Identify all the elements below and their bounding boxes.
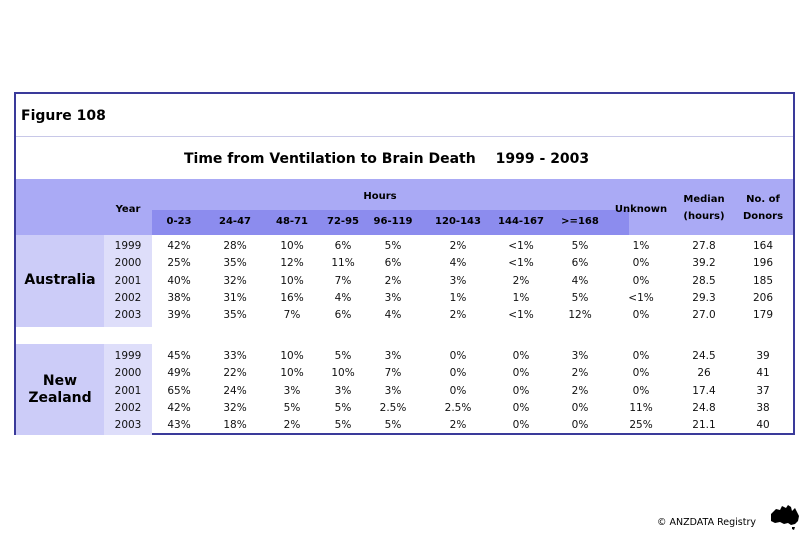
table-cell: 10% [280, 350, 304, 362]
table-cell: 6% [334, 240, 352, 252]
table-cell: 24.5 [692, 350, 716, 362]
table-cell: <1% [508, 309, 534, 322]
table-cell: 4% [334, 291, 352, 304]
table-cell: 35% [223, 309, 247, 322]
table-cell: 32% [223, 401, 247, 414]
table-cell: 5% [283, 401, 301, 414]
table-cell: 42% [167, 401, 191, 414]
table-cell: 10% [331, 367, 355, 380]
table-cell: 27.0 [692, 309, 716, 322]
country-new: New [42, 373, 78, 389]
table-cell: 5% [571, 291, 589, 304]
table-cell: 5% [384, 419, 402, 432]
copyright-text: © ANZDATA Registry [656, 517, 756, 528]
table-cell: 25% [167, 257, 191, 270]
year-cell: 2003 [114, 309, 142, 322]
table-cell: 25% [629, 419, 653, 432]
hour-bin-header: 120-143 [435, 216, 481, 227]
table-cell: 1% [449, 291, 467, 304]
table-cell: 2% [449, 240, 467, 252]
header-hours: Hours [363, 191, 397, 202]
table-cell: 6% [334, 309, 352, 322]
table-cell: 3% [449, 274, 467, 287]
header-median-unit: (hours) [683, 211, 725, 222]
table-cell: 10% [280, 274, 304, 287]
hour-bin-header: 48-71 [276, 216, 308, 227]
table-cell: 65% [167, 384, 191, 397]
table-cell: 196 [752, 257, 774, 270]
table-cell: 0% [512, 419, 530, 432]
table-cell: 3% [384, 291, 402, 304]
table-cell: 43% [167, 419, 191, 432]
table-cell: 5% [334, 401, 352, 414]
table-cell: 0% [512, 350, 530, 362]
table-cell: 18% [223, 419, 247, 432]
table-cell: 24% [223, 384, 247, 397]
table-cell: 39.2 [692, 257, 716, 270]
table-cell: 5% [334, 350, 352, 362]
table-cell: 22% [223, 367, 247, 380]
table-cell: 29.3 [692, 291, 716, 304]
table-cell: 0% [512, 384, 530, 397]
table-cell: 39% [167, 309, 191, 322]
hour-bin-header: 96-119 [373, 216, 413, 227]
table-cell: 28% [223, 240, 247, 252]
table-cell: 45% [167, 350, 191, 362]
table-cell: 7% [283, 309, 301, 322]
table-cell: 5% [334, 419, 352, 432]
year-cell: 2001 [114, 274, 142, 287]
table-cell: 2% [449, 309, 467, 322]
table-cell: 27.8 [692, 240, 716, 252]
table-cell: 17.4 [692, 384, 716, 397]
australia-map-icon [768, 502, 804, 532]
country-zealand: Zealand [28, 390, 92, 406]
table-cell: 11% [331, 257, 355, 270]
table-cell: 2% [512, 274, 530, 287]
table-title [184, 151, 589, 167]
table-cell: 11% [629, 401, 653, 414]
hour-bin-header: >=168 [561, 216, 599, 227]
table-cell: 28.5 [692, 274, 716, 287]
table-cell: 6% [384, 257, 402, 270]
table-cell: 26 [697, 367, 711, 380]
table-cell: 2% [571, 367, 589, 380]
hour-bin-header: 144-167 [498, 216, 544, 227]
hour-bin-header: 24-47 [219, 216, 251, 227]
table-cell: 49% [167, 367, 191, 380]
table-cell: 0% [632, 384, 650, 397]
table-cell: 0% [449, 350, 467, 362]
table-cell: 12% [568, 309, 592, 322]
title-period: 1999 - 2003 [495, 151, 590, 167]
table-cell: 38 [756, 401, 770, 414]
year-cell: 2003 [114, 419, 142, 432]
table-cell: 41 [756, 367, 770, 380]
table-cell: 21.1 [692, 419, 716, 432]
hour-bin-header: 0-23 [166, 216, 192, 227]
table-cell: 6% [571, 257, 589, 270]
table-cell: 32% [223, 274, 247, 287]
table-cell: 35% [223, 257, 247, 270]
figure-label: Figure 108 [21, 108, 106, 124]
header-donors-line2: Donors [742, 211, 784, 222]
table-cell: 0% [512, 401, 530, 414]
table-cell: 0% [632, 350, 650, 362]
table-cell: 31% [223, 291, 247, 304]
title-text: Time from Ventilation to Brain Death [184, 151, 476, 167]
table-cell: 0% [449, 384, 467, 397]
table-cell: 40 [756, 419, 770, 432]
table-cell: 0% [632, 367, 650, 380]
table-cell: 0% [571, 419, 589, 432]
table-cell: 7% [384, 367, 402, 380]
header-median: Median [683, 194, 725, 205]
table-cell: 24.8 [692, 401, 716, 414]
country-australia: Australia [24, 272, 96, 288]
table-cell: 4% [449, 257, 467, 270]
table-cell: 164 [752, 240, 774, 252]
table-cell: 0% [571, 401, 589, 414]
table-cell: 39 [756, 350, 770, 362]
year-cell: 2002 [114, 401, 142, 414]
table-cell: 38% [167, 291, 191, 304]
table-cell: 3% [384, 350, 402, 362]
table-cell: 5% [571, 240, 589, 252]
year-cell: 2000 [114, 367, 142, 380]
table-cell: 3% [571, 350, 589, 362]
table-cell: 2.5% [379, 401, 407, 414]
year-cell: 2002 [114, 291, 142, 304]
table-cell: 1% [512, 291, 530, 304]
table-cell: 0% [632, 274, 650, 287]
table-cell: <1% [508, 257, 534, 270]
year-cell: 1999 [114, 350, 142, 362]
header-year: Year [115, 204, 141, 215]
table-cell: 42% [167, 240, 191, 252]
table-cell: 4% [571, 274, 589, 287]
table-cell: 16% [280, 291, 304, 304]
table-cell: 0% [512, 367, 530, 380]
table-cell: 2% [571, 384, 589, 397]
table-cell: 37 [756, 384, 770, 397]
table-cell: 2% [384, 274, 402, 287]
table-cell: <1% [628, 291, 654, 304]
table-cell: 3% [334, 384, 352, 397]
hour-bin-header: 72-95 [327, 216, 359, 227]
table-cell: 0% [632, 309, 650, 322]
figure-frame [14, 92, 795, 435]
table-cell: 4% [384, 309, 402, 322]
table-cell: 3% [283, 384, 301, 397]
table-cell: 2.5% [444, 401, 472, 414]
table-cell: 206 [752, 291, 774, 304]
header-unknown: Unknown [614, 204, 668, 215]
table-cell: 7% [334, 274, 352, 287]
table-cell: 3% [384, 384, 402, 397]
year-cell: 2001 [114, 384, 142, 397]
table-cell: 2% [283, 419, 301, 432]
table-cell: 1% [632, 240, 650, 252]
table-cell: 179 [752, 309, 774, 322]
table-cell: <1% [508, 240, 534, 252]
table-cell: 2% [449, 419, 467, 432]
table-cell: 5% [384, 240, 402, 252]
table-cell: 10% [280, 367, 304, 380]
year-cell: 2000 [114, 257, 142, 270]
table-cell: 12% [280, 257, 304, 270]
table-cell: 0% [449, 367, 467, 380]
table-cell: 10% [280, 240, 304, 252]
table-cell: 33% [223, 350, 247, 362]
year-cell: 1999 [114, 240, 142, 252]
header-donors: No. of [746, 194, 780, 205]
table-cell: 0% [632, 257, 650, 270]
table-cell: 185 [752, 274, 774, 287]
divider [16, 136, 793, 137]
table-cell: 40% [167, 274, 191, 287]
